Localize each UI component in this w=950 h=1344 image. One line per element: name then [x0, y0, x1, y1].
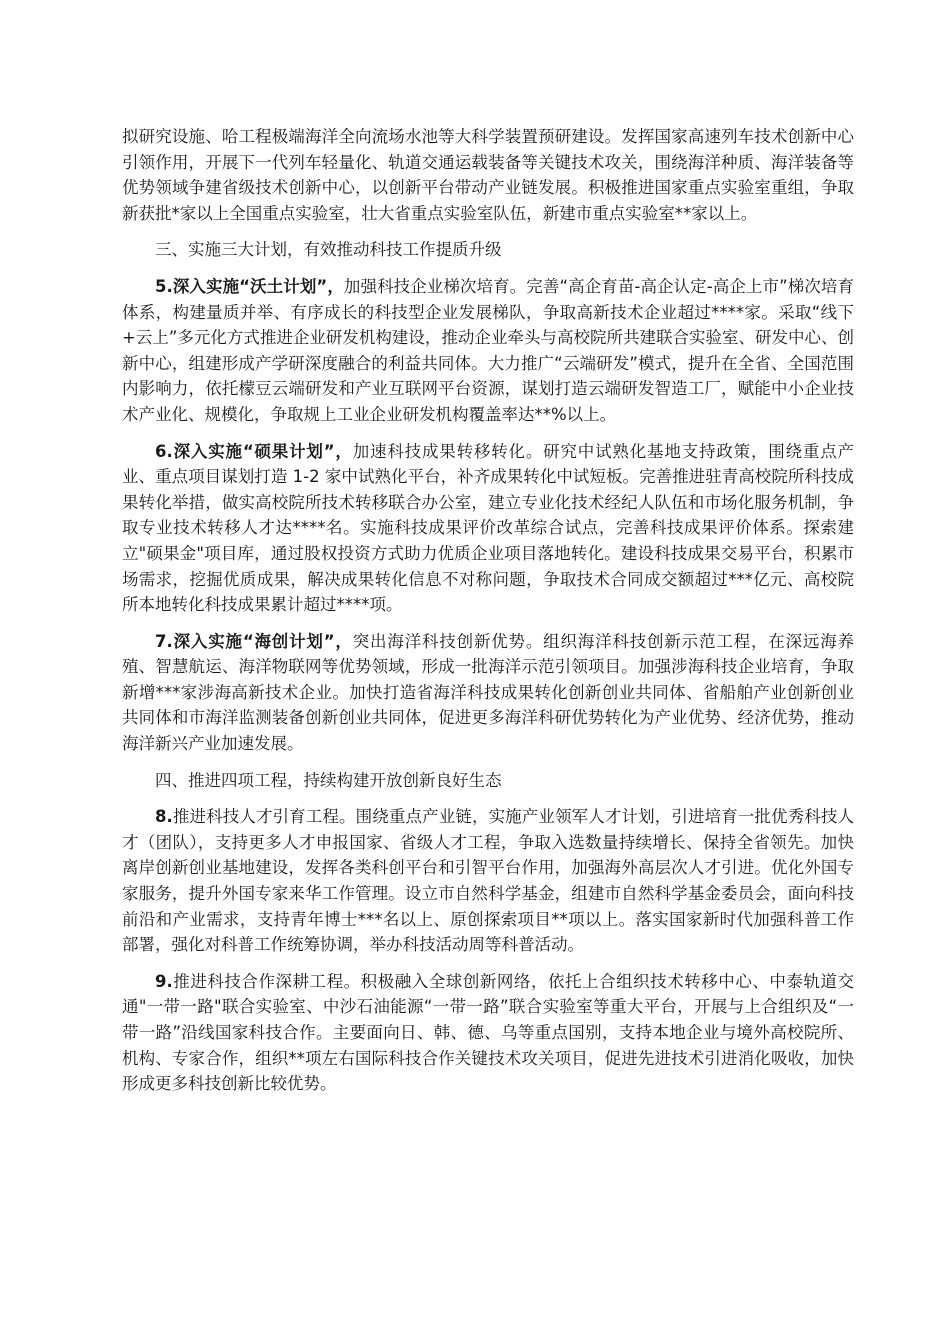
- paragraph-text: 拟研究设施、哈工程极端海洋全向流场水池等大科学装置预研建设。发挥国家高速列车技术创新中心引领作用，开展下一代列车轻量化、轨道交通运载装备等关键技术攻关，围绕海洋种质、海洋装备等优势领域争建省级技术创新中心，以创新平台带动产业链发展。积极推进国家重点实验室重组，争取新获批*家以上全国重点实验室，壮大省重点实验室队伍，新建市重点实验室**家以上。: [122, 127, 854, 223]
- item-lead: 7.深入实施“海创计划”，: [155, 631, 353, 651]
- paragraph-text: 突出海洋科技创新优势。组织海洋科技创新示范工程，在深远海养殖、智慧航运、海洋物联网等优势领域，形成一批海洋示范引领项目。加强涉海科技企业培育，争取新增***家涉海高新技术企业。加快打造省海洋科技成果转化创新创业共同体、省船舶产业创新创业共同体和市海洋监测装备创新创业共同体，促进更多海洋科研优势转化为产业优势、经济优势，推动海洋新兴产业加速发展。: [122, 631, 855, 754]
- paragraph-text: 推进科技合作深耕工程。积极融入全球创新网络，依托上合组织技术转移中心、中泰轨道交通"一带一路"联合实验室、中沙石油能源“一带一路”联合实验室等重大平台，开展与上合组织及“一带一路”沿线国家科技合作。主要面向日、韩、德、乌等重点国别，支持本地企业与境外高校院所、机构、专家合作，组织**项左右国际科技合作关键技术攻关项目，促进先进技术引进消化吸收，加快形成更多科技创新比较优势。: [122, 971, 854, 1094]
- item-lead: 8.: [155, 807, 173, 827]
- paragraph-continuation: [122, 124, 854, 226]
- heading-text: 三、实施三大计划，有效推动科技工作提质升级: [155, 240, 502, 260]
- section-heading-four: [122, 768, 854, 794]
- paragraph-item-5: [122, 274, 854, 428]
- paragraph-item-9: [122, 969, 854, 1097]
- paragraph-item-8: [122, 804, 854, 958]
- paragraph-item-7: [122, 629, 854, 757]
- document-body: [122, 124, 854, 1108]
- paragraph-text: 加强科技企业梯次培育。完善“高企育苗-高企认定-高企上市”梯次培育体系，构建量质并举、有序成长的科技型企业发展梯队，争取高新技术企业超过****家。采取“线下+云上”多元化方式推进企业研发机构建设，推动企业牵头与高校院所共建联合实验室、研发中心、创新中心，组建形成产学研深度融合的利益共同体。大力推广“云端研发”模式，提升在全省、全国范围内影响力，依托檬豆云端研发和产业互联网平台资源，谋划打造云端研发智造工厂，赋能中小企业技术产业化、规模化，争取规上工业企业研发机构覆盖率达**%以上。: [122, 276, 854, 424]
- heading-text: 四、推进四项工程，持续构建开放创新良好生态: [155, 770, 502, 790]
- paragraph-text: 加速科技成果转移转化。研究中试熟化基地支持政策，围绕重点产业、重点项目谋划打造 1-2 家中试熟化平台，补齐成果转化中试短板。完善推进驻青高校院所科技成果转化举措，做实高校院所技术转移联合办公室，建立专业化技术经纪人队伍和市场化服务机制，争取专业技术转移人才达****名。实施科技成果评价改革综合试点，完善科技成果评价体系。探索建立"硕果金"项目库，通过股权投资方式助力优质企业项目落地转化。建设科技成果交易平台，积累市场需求，挖掘优质成果，解决成果转化信息不对称问题，争取技术合同成交额超过***亿元、高校院所本地转化科技成果累计超过****项。: [122, 441, 855, 615]
- paragraph-item-6: [122, 439, 854, 618]
- paragraph-text: 推进科技人才引育工程。围绕重点产业链，实施产业领军人才计划，引进培育一批优秀科技人才（团队），支持更多人才申报国家、省级人才工程，争取入选数量持续增长、保持全省领先。加快离岸创新创业基地建设，发挥各类科创平台和引智平台作用，加强海外高层次人才引进。优化外国专家服务，提升外国专家来华工作管理。设立市自然科学基金，组建市自然科学基金委员会，面向科技前沿和产业需求，支持青年博士***名以上、原创探索项目**项以上。落实国家新时代加强科普工作部署，强化对科普工作统筹协调，举办科技活动周等科普活动。: [122, 807, 854, 955]
- section-heading-three: [122, 237, 854, 263]
- item-lead: 9.: [155, 971, 173, 991]
- item-lead: 6.深入实施“硕果计划”，: [155, 441, 353, 461]
- item-lead: 5.深入实施“沃土计划”，: [155, 276, 344, 296]
